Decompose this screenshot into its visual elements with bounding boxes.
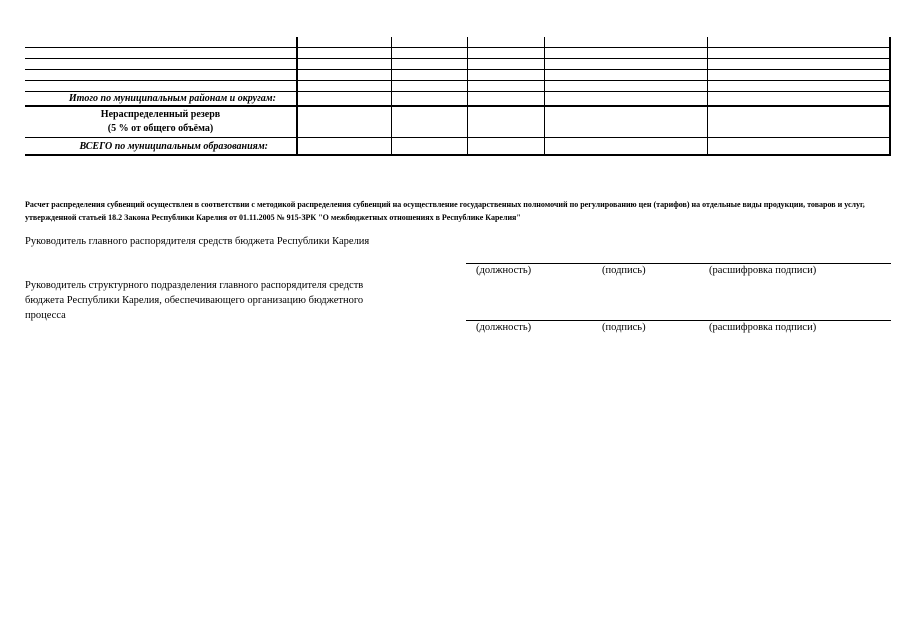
signature-caption: (подпись) bbox=[602, 322, 646, 333]
table-cell bbox=[544, 81, 707, 92]
table-row bbox=[25, 70, 890, 81]
table-cell bbox=[707, 106, 890, 138]
table-row bbox=[25, 48, 890, 59]
table-cell bbox=[25, 37, 297, 48]
position-caption: (должность) bbox=[476, 265, 532, 276]
table-cell bbox=[297, 81, 391, 92]
signature-line bbox=[466, 263, 891, 264]
table-cell bbox=[297, 48, 391, 59]
table-cell bbox=[467, 37, 544, 48]
table-cell bbox=[467, 70, 544, 81]
table-cell bbox=[467, 59, 544, 70]
reserve-label-line1: Нераспределенный резерв bbox=[100, 109, 221, 120]
table-cell bbox=[391, 106, 467, 138]
table-cell bbox=[544, 59, 707, 70]
table-cell bbox=[25, 81, 297, 92]
table-cell bbox=[544, 37, 707, 48]
table-cell bbox=[391, 81, 467, 92]
table-row bbox=[25, 81, 890, 92]
table-cell bbox=[25, 70, 297, 81]
head-of-structural-unit-label: Руководитель структурного подразделения главного распорядителя средств бюджета Республики Карелия, обеспечивающего организацию бюджетного процесса bbox=[25, 280, 364, 321]
total-districts-label: Итого по муниципальным районам и округам: bbox=[25, 92, 297, 107]
table-cell bbox=[707, 37, 890, 48]
table-row-total-districts bbox=[25, 92, 890, 107]
signature-line bbox=[466, 320, 891, 321]
table-cell bbox=[391, 48, 467, 59]
table-cell bbox=[707, 59, 890, 70]
position-caption: (должность) bbox=[476, 322, 532, 333]
table-cell bbox=[391, 59, 467, 70]
table-cell bbox=[707, 81, 890, 92]
subsidy-distribution-table bbox=[25, 37, 891, 156]
table-cell bbox=[25, 59, 297, 70]
table-cell bbox=[707, 92, 890, 107]
head-of-chief-administrator-label: Руководитель главного распорядителя средств бюджета Республики Карелия bbox=[25, 236, 370, 247]
table-cell bbox=[297, 106, 391, 138]
table-cell bbox=[467, 81, 544, 92]
table-cell bbox=[467, 92, 544, 107]
table-cell bbox=[297, 92, 391, 107]
methodology-note: Расчет распределения субвенций осуществлен в соответствии с методикой распределения субвенций на осуществление государственных полномочий по регулированию цен (тарифов) на отдельные виды продукции, товаров и услуг, утвержденной статьей 18.2 Закона Республики Карелия от 01.11.2005 № 915-ЗРК "О межбюджетных отношениях в Республике Карелия" bbox=[25, 200, 865, 222]
reserve-label bbox=[25, 106, 297, 138]
signature-decode-caption: (расшифровка подписи) bbox=[709, 322, 817, 333]
table-cell bbox=[707, 138, 890, 156]
signature-decode-caption: (расшифровка подписи) bbox=[709, 265, 817, 276]
table-cell bbox=[467, 106, 544, 138]
table-row bbox=[25, 37, 890, 48]
grand-total-label: ВСЕГО по муниципальным образованиям: bbox=[25, 138, 297, 156]
table-cell bbox=[544, 48, 707, 59]
table-cell bbox=[544, 70, 707, 81]
table-cell bbox=[467, 48, 544, 59]
table-row bbox=[25, 59, 890, 70]
table-cell bbox=[544, 92, 707, 107]
table-cell bbox=[297, 70, 391, 81]
table-cell bbox=[467, 138, 544, 156]
table-cell bbox=[707, 48, 890, 59]
table-cell bbox=[544, 106, 707, 138]
table-cell bbox=[707, 70, 890, 81]
table-cell bbox=[297, 59, 391, 70]
table-cell bbox=[391, 37, 467, 48]
table-cell bbox=[544, 138, 707, 156]
table-cell bbox=[391, 138, 467, 156]
table-row-reserve bbox=[25, 106, 890, 138]
table-cell bbox=[391, 92, 467, 107]
table-cell bbox=[297, 37, 391, 48]
signature-caption: (подпись) bbox=[602, 265, 646, 276]
table-cell bbox=[25, 48, 297, 59]
table-cell bbox=[391, 70, 467, 81]
table-row-grand-total bbox=[25, 138, 890, 156]
table-cell bbox=[297, 138, 391, 156]
reserve-label-line2: (5 % от общего объёма) bbox=[107, 123, 214, 134]
